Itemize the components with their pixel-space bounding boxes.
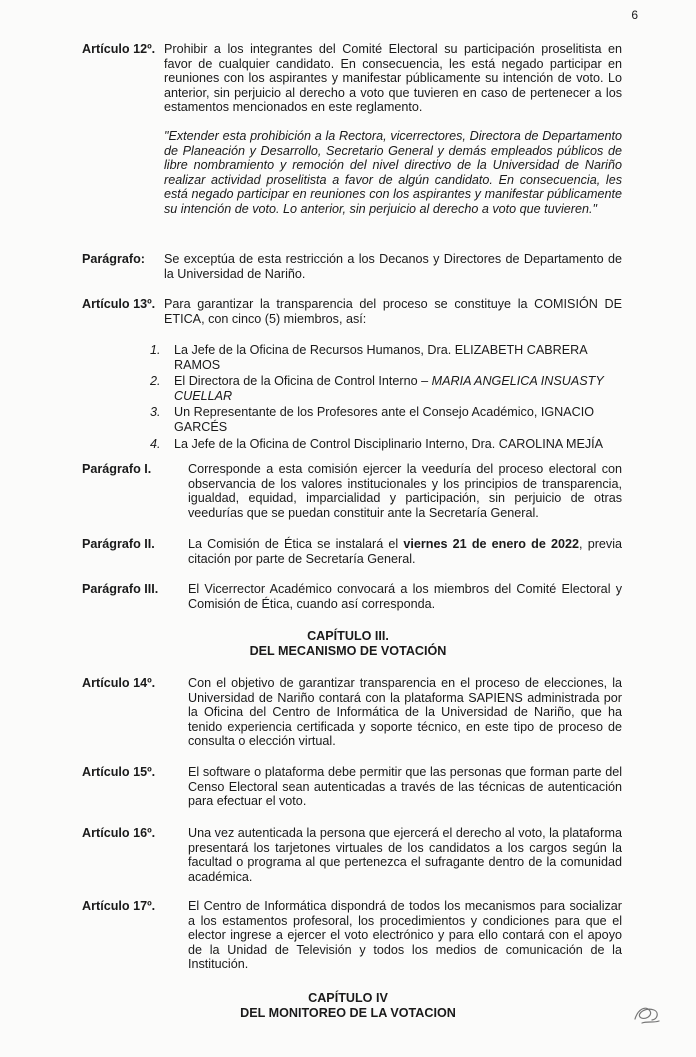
chapter-3-title: CAPÍTULO III. — [307, 629, 389, 643]
chapter-3-heading — [0, 629, 696, 659]
paragrafo-3-text: El Vicerrector Académico convocará a los miembros del Comité Electoral y Comisión de Ética, cuando así corresponda. — [188, 582, 622, 611]
paragrafo-3-label: Parágrafo III. — [82, 582, 159, 596]
member-number: 3. — [150, 405, 161, 420]
article-16-text: Una vez autenticada la persona que ejercerá el derecho al voto, la plataforma presentará los tarjetones virtuales de los candidatos a los cargos según la facultad o programa al que pertenezca el sufragante dentro de la comunidad académica. — [188, 826, 622, 884]
page-number: 6 — [631, 8, 638, 22]
paragrafo-2-text-before: La Comisión de Ética se instalará el — [188, 537, 404, 551]
member-text: El Directora de la Oficina de Control Interno – — [174, 374, 432, 389]
article-13-text: Para garantizar la transparencia del proceso se constituye la COMISIÓN DE ETICA, con cinco (5) miembros, así: — [164, 297, 622, 326]
article-16-label: Artículo 16º. — [82, 826, 156, 840]
article-12-text: Prohibir a los integrantes del Comité Electoral su participación proselitista en favor de cualquier candidato. En consecuencia, les está negado participar en reuniones con los aspirantes y manifestar públicamente su intención de voto. Lo anterior, sin perjuicio al derecho a voto que tuvieren en caso de pertenecer a los estamentos mencionados en este reglamento. — [164, 42, 622, 115]
paragrafo-2-text-after: , previa citación por parte de Secretaría General. — [188, 537, 622, 566]
chapter-3-subtitle: DEL MECANISMO DE VOTACIÓN — [249, 644, 447, 658]
article-13-label: Artículo 13º. — [82, 297, 156, 311]
member-number: 2. — [150, 374, 161, 389]
member-number: 1. — [150, 343, 161, 357]
member-number: 4. — [150, 436, 161, 451]
article-17-text: El Centro de Informática dispondrá de todos los mecanismos para socializar a los estamentos profesoral, los procedimientos y condiciones para que el elector ingrese a ejercer el voto electrónico y para ello contará con el apoyo de la Unidad de Televisión y todos los medios de comunicación de la Institución. — [188, 899, 622, 972]
article-12-quote: "Extender esta prohibición a la Rectora, vicerrectores, Directora de Departamento de Planeación y Desarrollo, Secretario General y demás empleados públicos de libre nombramiento y remoción del nivel directivo de la Universidad de Nariño realizar actividad proselitista a favor de algún candidato. En consecuencia, les está negado participar en reuniones con los aspirantes y manifestar públicamente su intención de voto. Lo anterior, sin perjuicio al derecho a voto que tuvieren." — [164, 128, 622, 216]
member-name-italic: MARIA ANGELICA INSUASTY CUELLAR — [174, 374, 604, 403]
article-12-body — [164, 42, 622, 217]
article-14-text: Con el objetivo de garantizar transparencia en el proceso de elecciones, la Universidad de Nariño contará con la plataforma SAPIENS administrada por la Oficina del Centro de Informática de la Universidad de Nariño, que ha tenido experiencia certificada y soporte técnico, en este tipo de proceso de consulta o elección virtual. — [188, 676, 622, 749]
member-item — [150, 437, 620, 452]
member-text: La Jefe de la Oficina de Recursos Humanos, Dra. ELIZABETH CABRERA RAMOS — [174, 343, 587, 372]
paragrafo-2-label: Parágrafo II. — [82, 537, 155, 551]
member-text: La Jefe de la Oficina de Control Disciplinario Interno, Dra. CAROLINA MEJÍA — [174, 436, 604, 451]
paragrafo-1-text: Corresponde a esta comisión ejercer la veeduría del proceso electoral con observancia de los valores institucionales y los principios de transparencia, igualdad, equidad, imparcialidad y participación, sin perjuicio de otras veedurías que se puedan constituir ante la Secretaría General. — [188, 462, 622, 520]
article-15-label: Artículo 15º. — [82, 765, 156, 779]
paragrafo-12-text: Se exceptúa de esta restricción a los Decanos y Directores de Departamento de la Universidad de Nariño. — [164, 252, 622, 281]
chapter-4-heading — [0, 991, 696, 1021]
signature-initials-icon — [632, 1001, 662, 1027]
chapter-4-subtitle: DEL MONITOREO DE LA VOTACION — [240, 1006, 456, 1020]
member-text: Un Representante de los Profesores ante el Consejo Académico, IGNACIO GARCÉS — [174, 405, 595, 434]
chapter-4-title: CAPÍTULO IV — [308, 991, 388, 1005]
article-12-label: Artículo 12º. — [82, 42, 156, 56]
article-15-text: El software o plataforma debe permitir que las personas que forman parte del Censo Electoral sean autenticadas a través de las técnicas de autenticación para efectuar el voto. — [188, 765, 622, 809]
article-17-label: Artículo 17º. — [82, 899, 156, 913]
member-item — [150, 374, 620, 403]
ethics-commission-members — [150, 343, 620, 453]
paragrafo-2-body — [188, 537, 622, 566]
article-14-label: Artículo 14º. — [82, 676, 156, 690]
paragrafo-2-date: viernes 21 de enero de 2022 — [403, 537, 580, 551]
paragrafo-1-label: Parágrafo I. — [82, 462, 152, 476]
paragrafo-12-label: Parágrafo: — [82, 252, 145, 266]
member-item — [150, 405, 620, 434]
member-item — [150, 343, 620, 372]
